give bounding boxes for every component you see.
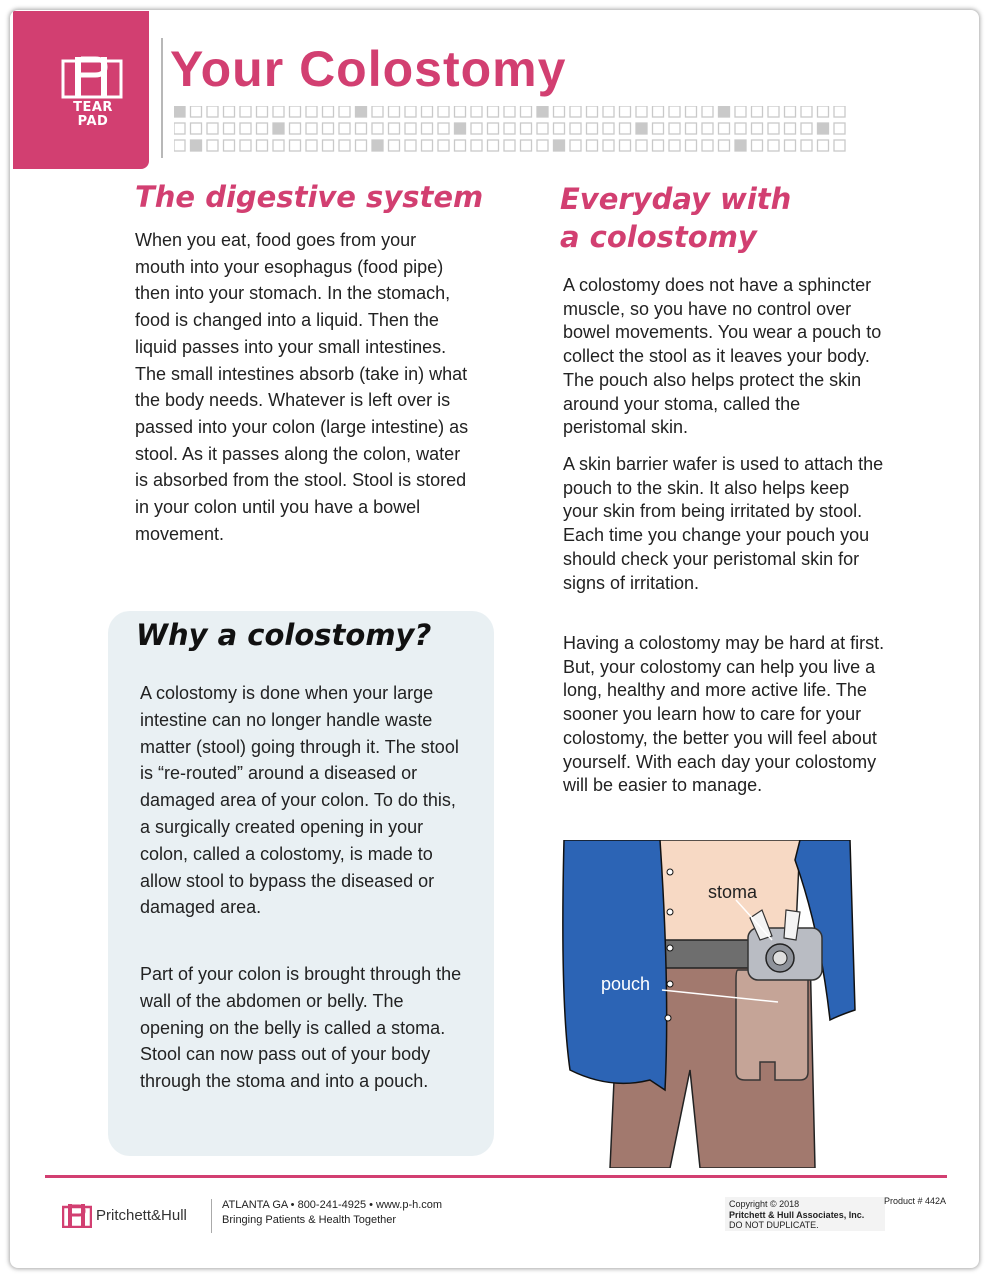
dot-grid-cell [669,106,680,117]
dot-grid-cell [471,106,482,117]
dot-grid-cell [636,140,647,151]
dot-grid-cell [455,123,466,134]
dot-grid-cell [719,140,730,151]
dot-grid-cell [504,123,515,134]
why-colostomy-heading: Why a colostomy? [136,618,432,652]
dot-grid-cell [438,140,449,151]
dot-grid-cell [174,106,185,117]
copyright-line-3: DO NOT DUPLICATE. [729,1220,819,1230]
dot-grid-cell [240,123,251,134]
dot-grid-cell [372,140,383,151]
dot-grid-cell [356,106,367,117]
colostomy-illustration [550,840,860,1168]
dot-grid-cell [636,106,647,117]
dot-grid-cell [587,106,598,117]
pritchett-hull-logo-icon [62,1202,92,1228]
dot-grid-cell [818,106,829,117]
pouch-label: pouch [601,974,651,994]
decorative-dot-grid [174,106,854,156]
dot-grid-cell [257,106,268,117]
dot-grid-cell [488,140,499,151]
dot-grid-cell [488,123,499,134]
dot-grid-cell [455,140,466,151]
dot-grid-cell [785,123,796,134]
copyright-line-2: Pritchett & Hull Associates, Inc. [729,1209,865,1220]
dot-grid-cell [620,106,631,117]
badge-top-text: TEAR [73,100,113,115]
footer-contact-block [222,1198,442,1228]
dot-grid-cell [339,106,350,117]
dot-grid-cell [224,106,235,117]
dot-grid-cell [686,123,697,134]
why-colostomy-para-2: Part of your colon is brought through the wall of the abdomen or belly. The opening on the belly is called a stoma. Stool can now pass out of your body through the stoma and into a pouch. [140,964,462,1092]
dot-grid-cell [801,106,812,117]
dot-grid-cell [603,106,614,117]
dot-grid-cell [306,140,317,151]
dot-grid-cell [719,106,730,117]
dot-grid-cell [785,140,796,151]
dot-grid-cell [834,123,845,134]
dot-grid-cell [603,123,614,134]
digestive-heading: The digestive system [135,180,484,214]
dot-grid-cell [653,106,664,117]
dot-grid-cell [422,106,433,117]
dot-grid-cell [735,123,746,134]
page [10,10,979,1268]
dot-grid-cell [834,140,845,151]
dot-grid-cell [323,140,334,151]
dot-grid-cell [356,140,367,151]
dot-grid-cell [240,140,251,151]
footer-divider [211,1199,212,1233]
stoma-label: stoma [708,882,758,902]
dot-grid-cell [785,106,796,117]
page-title: Your Colostomy [170,41,567,97]
dot-grid-cell [273,123,284,134]
dot-grid-cell [570,140,581,151]
dot-grid-cell [653,140,664,151]
dot-grid-cell [207,123,218,134]
dot-grid-cell [488,106,499,117]
dot-grid-cell [620,140,631,151]
dot-grid-cell [257,140,268,151]
dot-grid-cell [240,106,251,117]
dot-grid-cell [372,106,383,117]
dot-grid-cell [438,106,449,117]
dot-grid-cell [818,123,829,134]
ph-logo-icon [61,53,123,99]
dot-grid-cell [752,106,763,117]
dot-grid-cell [504,140,515,151]
dot-grid-cell [537,123,548,134]
footer-copyright [725,1197,885,1231]
dot-grid-cell [570,123,581,134]
dot-grid-cell [686,106,697,117]
dot-grid-cell [389,106,400,117]
dot-grid-cell [273,106,284,117]
dot-grid-cell [290,140,301,151]
dot-grid-cell [669,140,680,151]
dot-grid-cell [389,123,400,134]
dot-grid-cell [735,140,746,151]
tear-pad-badge [13,11,149,169]
dot-grid-cell [471,123,482,134]
dot-grid-cell [554,106,565,117]
everyday-heading-line-1: Everyday with [560,182,792,216]
badge-text [63,101,123,129]
dot-grid-cell [422,140,433,151]
dot-grid-cell [620,123,631,134]
dot-grid-cell [702,140,713,151]
dot-grid-cell [290,123,301,134]
footer-contact: ATLANTA GA • 800-241-4925 • www.p-h.com [222,1199,443,1211]
dot-grid-cell [702,123,713,134]
dot-grid-cell [405,140,416,151]
dot-grid-cell [191,140,202,151]
dot-grid-cell [554,140,565,151]
dot-grid-cell [339,123,350,134]
dot-grid-cell [422,123,433,134]
dot-grid-cell [768,140,779,151]
dot-grid-cell [455,106,466,117]
dot-grid-cell [224,123,235,134]
dot-grid-cell [174,140,185,151]
dot-grid-cell [702,106,713,117]
everyday-para-1: A colostomy does not have a sphincter muscle, so you have no control over bowel movements. You wear a pouch to collect the stool as it leaves your body. The pouch also helps protect the skin around your stoma, called the peristomal skin. [563,275,882,438]
dot-grid-cell [834,106,845,117]
dot-grid-cell [587,123,598,134]
dot-grid-cell [669,123,680,134]
copyright-line-1: Copyright © 2018 [729,1199,800,1209]
dot-grid-cell [521,123,532,134]
dot-grid-cell [801,140,812,151]
dot-grid-cell [306,123,317,134]
dot-grid-cell [653,123,664,134]
dot-grid-cell [207,140,218,151]
dot-grid-cell [686,140,697,151]
dot-grid-cell [323,123,334,134]
dot-grid-cell [356,123,367,134]
dot-grid-cell [191,106,202,117]
dot-grid-cell [752,123,763,134]
everyday-heading-line-2: a colostomy [560,220,757,254]
dot-grid-cell [603,140,614,151]
dot-grid-cell [521,140,532,151]
dot-grid-cell [405,106,416,117]
dot-grid-cell [537,106,548,117]
why-colostomy-para-1: A colostomy is done when your large intestine can no longer handle waste matter (stool) going through it. The stool is “re-routed” around a diseased or damaged area of your colon. To do this, a surgically created opening in your colon, called a colostomy, is made to allow stool to bypass the diseased or damaged area. [140,683,459,918]
dot-grid-cell [735,106,746,117]
dot-grid-cell [752,140,763,151]
dot-grid-cell [191,123,202,134]
dot-grid-cell [818,140,829,151]
dot-grid-cell [207,106,218,117]
header-divider [161,38,163,158]
footer-brand [62,1202,187,1228]
dot-grid-cell [587,140,598,151]
everyday-para-3: Having a colostomy may be hard at first. But, your colostomy can help you live a long, healthy and more active life. The sooner you learn how to care for your colostomy, the better you will feel about yourself. With each day your colostomy will be easier to manage. [563,633,885,796]
everyday-para-2: A skin barrier wafer is used to attach the pouch to the skin. It also helps keep your skin from being irritated by stool. Each time you change your pouch you should check your peristomal skin for signs of irritation. [563,454,884,593]
dot-grid-cell [438,123,449,134]
dot-grid-cell [405,123,416,134]
dot-grid-cell [323,106,334,117]
dot-grid-cell [224,140,235,151]
dot-grid-cell [537,140,548,151]
dot-grid-cell [257,123,268,134]
footer-brand-name: Pritchett&Hull [96,1206,187,1224]
product-number: Product # 442A [884,1196,947,1206]
dot-grid-cell [273,140,284,151]
dot-grid-cell [801,123,812,134]
dot-grid-cell [389,140,400,151]
dot-grid-cell [719,123,730,134]
dot-grid-cell [174,123,185,134]
dot-grid-cell [504,106,515,117]
dot-grid-cell [290,106,301,117]
footer-rule [45,1175,947,1178]
dot-grid-cell [768,106,779,117]
footer-tagline: Bringing Patients & Health Together [222,1214,397,1226]
dot-grid-cell [306,106,317,117]
dot-grid-cell [768,123,779,134]
dot-grid-cell [636,123,647,134]
dot-grid-cell [570,106,581,117]
badge-bottom-text: PAD [77,114,109,129]
dot-grid-cell [554,123,565,134]
digestive-body: When you eat, food goes from your mouth into your esophagus (food pipe) then into your stomach. In the stomach, food is changed into a liquid. Then the liquid passes into your small intestines. The small intestines absorb (take in) what the body needs. Whatever is left over is passed into your colon (large intestine) as stool. As it passes along the colon, water is absorbed from the stool. Stool is stored in your colon until you have a bowel movement. [135,230,469,544]
dot-grid-cell [521,106,532,117]
dot-grid-cell [372,123,383,134]
dot-grid-cell [339,140,350,151]
dot-grid-cell [471,140,482,151]
